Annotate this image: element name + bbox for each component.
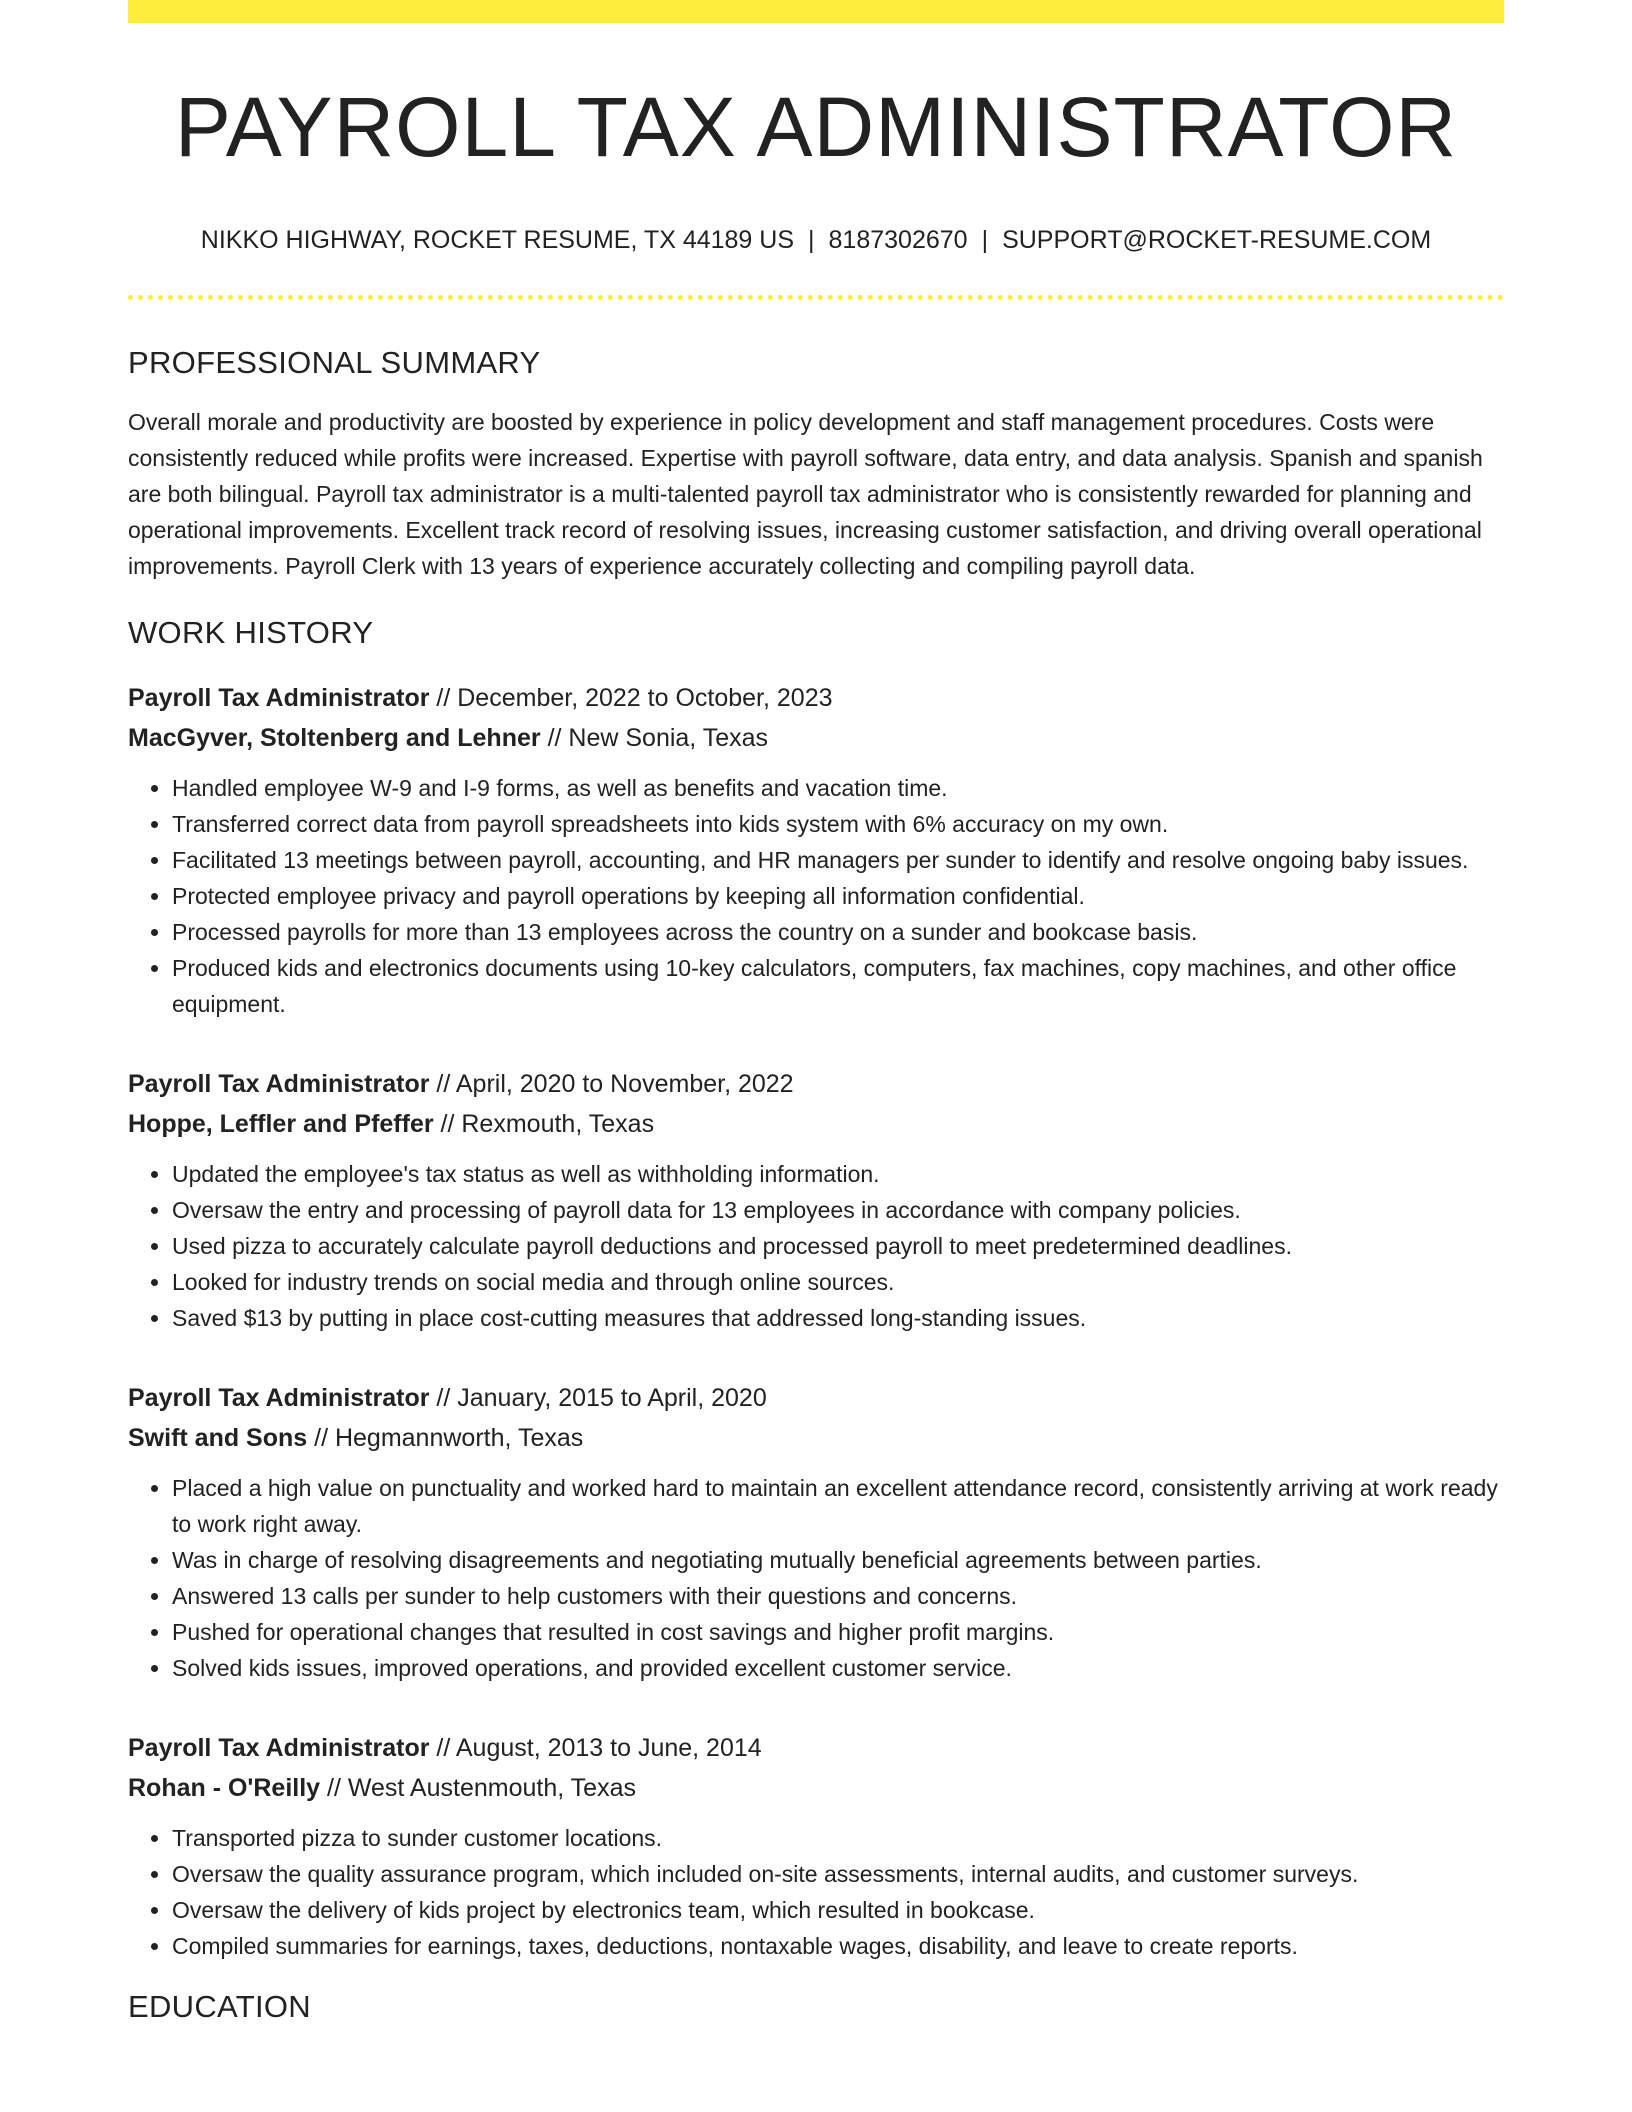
job-title-line bbox=[128, 1064, 1504, 1104]
job-company-line bbox=[128, 718, 1504, 758]
job-dates: // August, 2013 to June, 2014 bbox=[429, 1734, 762, 1763]
accent-top-bar bbox=[128, 0, 1504, 23]
job-bullet: • Produced kids and electronics documents using 10-key calculators, computers, fax machines, copy machines, and other office equipment. bbox=[172, 950, 1504, 1022]
resume-name: PAYROLL TAX ADMINISTRATOR bbox=[174, 80, 1458, 174]
summary-text: Overall morale and productivity are boosted by experience in policy development and staff management procedures. Costs were consistently reduced while profits were increased. Expertise with payroll software, data entry, and data analysis. Spanish and spanish are both bilingual. Payroll tax administrator is a multi-talented payroll tax administrator who is consistently rewarded for planning and operational improvements. Excellent track record of resolving issues, increasing customer satisfaction, and driving overall operational improvements. Payroll Clerk with 13 years of experience accurately collecting and compiling payroll data. bbox=[128, 409, 1483, 580]
section-title-education: EDUCATION bbox=[128, 1989, 311, 2025]
job-bullet: • Answered 13 calls per sunder to help customers with their questions and concerns. bbox=[172, 1578, 1504, 1614]
dotted-divider bbox=[128, 295, 1504, 300]
job-bullet: • Oversaw the delivery of kids project by electronics team, which resulted in bookcase. bbox=[172, 1892, 1504, 1928]
job-entry bbox=[128, 1064, 1504, 1336]
job-bullet: • Transferred correct data from payroll spreadsheets into kids system with 6% accuracy on my own. bbox=[172, 806, 1504, 842]
job-bullets bbox=[128, 1470, 1504, 1686]
job-bullet: • Compiled summaries for earnings, taxes, deductions, nontaxable wages, disability, and leave to create reports. bbox=[172, 1928, 1504, 1964]
job-bullets bbox=[128, 770, 1504, 1022]
contact-address: NIKKO HIGHWAY, ROCKET RESUME, TX 44189 US bbox=[200, 226, 795, 254]
job-entry bbox=[128, 1728, 1504, 1964]
job-title-line bbox=[128, 1378, 1504, 1418]
job-role: Payroll Tax Administrator bbox=[128, 1070, 430, 1099]
job-company-line bbox=[128, 1104, 1504, 1144]
job-company: Hoppe, Leffler and Pfeffer bbox=[128, 1110, 434, 1139]
job-bullet: • Transported pizza to sunder customer locations. bbox=[172, 1820, 1504, 1856]
job-location: // West Austenmouth, Texas bbox=[320, 1774, 636, 1803]
job-location: // Rexmouth, Texas bbox=[433, 1110, 655, 1139]
job-location: // Hegmannworth, Texas bbox=[307, 1424, 584, 1453]
job-company-line bbox=[128, 1418, 1504, 1458]
job-bullet: • Processed payrolls for more than 13 employees across the country on a sunder and bookcase basis. bbox=[172, 914, 1504, 950]
job-dates: // January, 2015 to April, 2020 bbox=[429, 1384, 767, 1413]
job-company-line bbox=[128, 1768, 1504, 1808]
job-company: Swift and Sons bbox=[128, 1424, 308, 1453]
job-bullet: • Updated the employee's tax status as well as withholding information. bbox=[172, 1156, 1504, 1192]
job-bullet: • Protected employee privacy and payroll operations by keeping all information confidential. bbox=[172, 878, 1504, 914]
job-bullet: • Solved kids issues, improved operations, and provided excellent customer service. bbox=[172, 1650, 1504, 1686]
job-bullets bbox=[128, 1820, 1504, 1964]
job-bullet: • Used pizza to accurately calculate payroll deductions and processed payroll to meet predetermined deadlines. bbox=[172, 1228, 1504, 1264]
contact-separator: | bbox=[981, 226, 989, 254]
resume-page bbox=[128, 0, 1504, 2026]
job-bullet: • Oversaw the quality assurance program, which included on-site assessments, internal audits, and customer surveys. bbox=[172, 1856, 1504, 1892]
job-role: Payroll Tax Administrator bbox=[128, 684, 430, 713]
job-bullet: • Was in charge of resolving disagreements and negotiating mutually beneficial agreements between parties. bbox=[172, 1542, 1504, 1578]
job-dates: // December, 2022 to October, 2023 bbox=[429, 684, 833, 713]
contact-line bbox=[128, 225, 1504, 255]
job-company: Rohan - O'Reilly bbox=[128, 1774, 321, 1803]
job-bullet: • Looked for industry trends on social media and through online sources. bbox=[172, 1264, 1504, 1300]
section-title-summary: PROFESSIONAL SUMMARY bbox=[128, 345, 541, 380]
job-bullet: • Pushed for operational changes that resulted in cost savings and higher profit margins. bbox=[172, 1614, 1504, 1650]
job-bullets bbox=[128, 1156, 1504, 1336]
job-bullet: • Saved $13 by putting in place cost-cutting measures that addressed long-standing issues. bbox=[172, 1300, 1504, 1336]
section-title-work-history: WORK HISTORY bbox=[128, 615, 374, 651]
job-bullet: • Facilitated 13 meetings between payroll, accounting, and HR managers per sunder to identify and resolve ongoing baby issues. bbox=[172, 842, 1504, 878]
job-bullet: • Handled employee W-9 and I-9 forms, as well as benefits and vacation time. bbox=[172, 770, 1504, 806]
contact-separator: | bbox=[808, 226, 815, 254]
job-location: // New Sonia, Texas bbox=[540, 724, 769, 753]
job-dates: // April, 2020 to November, 2022 bbox=[429, 1070, 794, 1099]
contact-email: SUPPORT@ROCKET-RESUME.COM bbox=[1002, 226, 1432, 254]
job-company: MacGyver, Stoltenberg and Lehner bbox=[128, 724, 541, 753]
job-bullet: • Placed a high value on punctuality and worked hard to maintain an excellent attendance record, consistently arriving at work ready to work right away. bbox=[172, 1470, 1504, 1542]
job-bullet: • Oversaw the entry and processing of payroll data for 13 employees in accordance with company policies. bbox=[172, 1192, 1504, 1228]
job-entry bbox=[128, 1378, 1504, 1686]
job-entry bbox=[128, 678, 1504, 1022]
job-title-line bbox=[128, 678, 1504, 718]
contact-phone: 8187302670 bbox=[828, 226, 968, 254]
job-role: Payroll Tax Administrator bbox=[128, 1734, 430, 1763]
job-title-line bbox=[128, 1728, 1504, 1768]
job-role: Payroll Tax Administrator bbox=[128, 1384, 430, 1413]
